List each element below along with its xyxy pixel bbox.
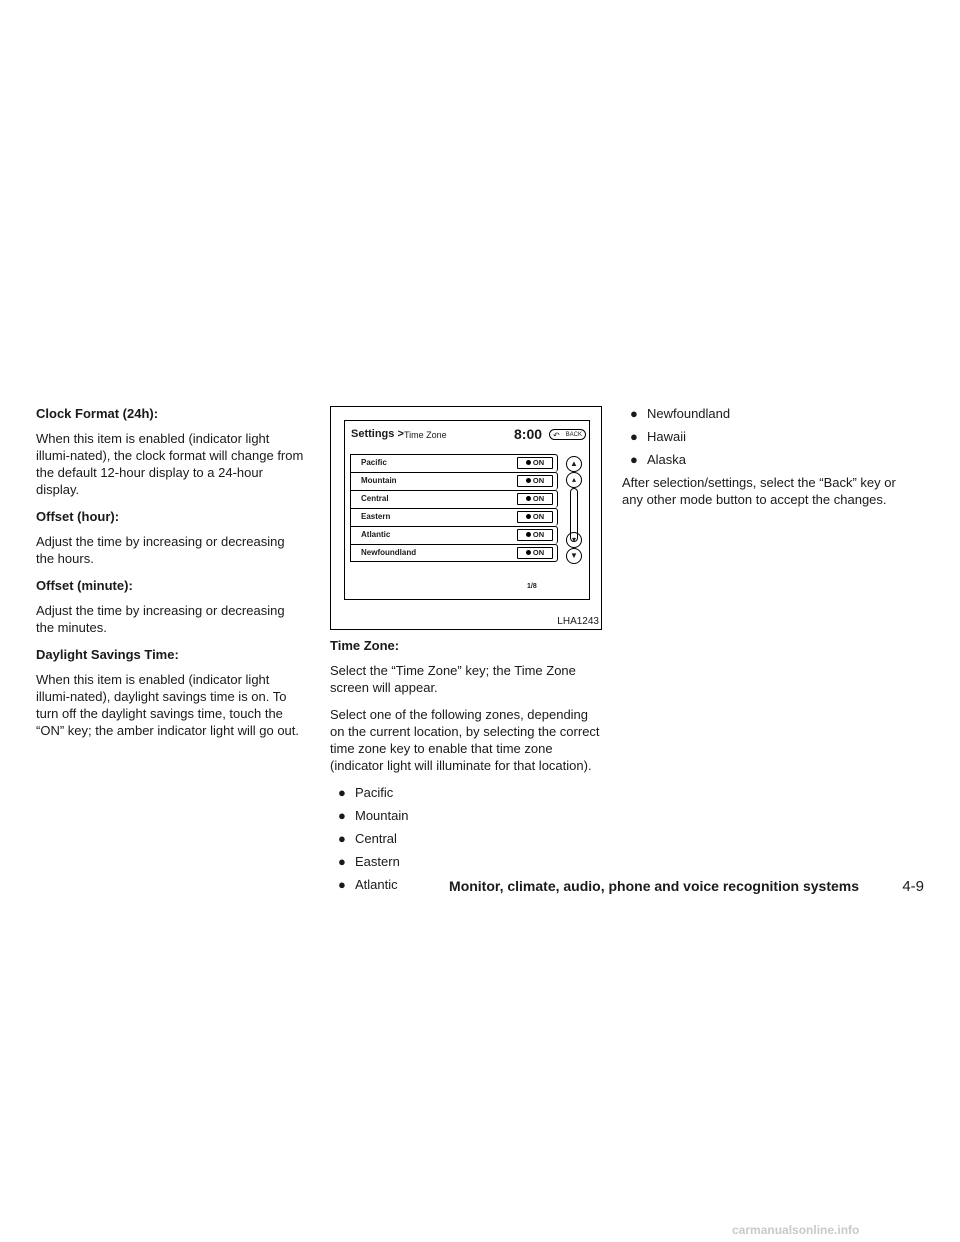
time-zone-row-eastern[interactable] — [350, 508, 558, 526]
screen-clock: 8:00 — [514, 426, 543, 442]
back-button-label: BACK — [565, 432, 582, 438]
indicator-light-icon — [526, 478, 531, 483]
bullet-icon: ● — [338, 785, 346, 800]
clock-format-text: When this item is enabled (indicator light illumi-nated), the clock format will change from the default 12-hour display to a 24-hour display. — [36, 431, 304, 497]
page-indicator: 1/8 — [527, 583, 537, 590]
bullet-icon: ● — [338, 831, 346, 846]
screen-zone-label: Time Zone — [404, 430, 447, 440]
time-zone-row-pacific[interactable] — [350, 454, 558, 472]
time-zone-row-atlantic[interactable] — [350, 526, 558, 544]
list-item-text: Alaska — [647, 452, 687, 467]
list-item — [338, 853, 602, 870]
page-up-icon[interactable]: ▲ — [566, 456, 582, 472]
on-key[interactable] — [517, 529, 553, 541]
list-item — [338, 807, 602, 824]
screen-settings-label: Settings > — [351, 428, 404, 440]
scroll-up-icon[interactable]: ▴ — [566, 472, 582, 488]
offset-hour-heading: Offset (hour): — [36, 509, 120, 524]
offset-minute-text: Adjust the time by increasing or decreasing the minutes. — [36, 603, 285, 635]
screen-header — [351, 425, 585, 445]
indicator-light-icon — [526, 514, 531, 519]
list-item-text: Newfoundland — [647, 406, 731, 421]
time-zone-screen-figure — [330, 406, 602, 630]
time-zone-label: Mountain — [361, 476, 397, 485]
on-key[interactable] — [517, 475, 553, 487]
on-key-label: ON — [532, 530, 545, 539]
left-column — [36, 405, 304, 749]
on-key[interactable] — [517, 511, 553, 523]
on-key-label: ON — [532, 548, 545, 557]
indicator-light-icon — [526, 460, 531, 465]
offset-minute-heading: Offset (minute): — [36, 578, 133, 593]
list-item-text: Hawaii — [647, 429, 687, 444]
on-key-label: ON — [532, 476, 545, 485]
on-key-label: ON — [532, 494, 545, 503]
list-item — [630, 451, 897, 468]
indicator-light-icon — [526, 550, 531, 555]
list-item — [630, 405, 897, 422]
list-item — [338, 830, 602, 847]
middle-column — [330, 637, 602, 899]
on-key-label: ON — [532, 512, 545, 521]
scroll-down-icon[interactable]: ▾ — [566, 532, 582, 548]
list-item-text: Atlantic — [355, 877, 398, 892]
list-item-text: Pacific — [355, 785, 394, 800]
time-zone-text-1: Select the “Time Zone” key; the Time Zone screen will appear. — [330, 663, 576, 695]
on-key-label: ON — [532, 458, 545, 467]
bullet-icon: ● — [630, 452, 638, 467]
page-down-icon[interactable]: ▼ — [566, 548, 582, 564]
after-selection-text: After selection/settings, select the “Back” key or any other mode button to accept the changes. — [622, 475, 896, 507]
section-title: Monitor, climate, audio, phone and voice recognition systems — [449, 878, 859, 894]
scrollbar[interactable] — [564, 454, 586, 566]
back-button[interactable] — [549, 429, 586, 440]
time-zone-label: Central — [361, 494, 389, 503]
dst-heading: Daylight Savings Time: — [36, 647, 179, 662]
bullet-icon: ● — [338, 877, 346, 892]
time-zone-row-newfoundland[interactable] — [350, 544, 558, 562]
time-zone-heading: Time Zone: — [330, 638, 400, 653]
offset-hour-text: Adjust the time by increasing or decreasing the hours. — [36, 534, 285, 566]
list-item — [338, 784, 602, 801]
display-screen — [344, 420, 590, 600]
page-number: 4-9 — [902, 878, 924, 895]
on-key[interactable] — [517, 457, 553, 469]
bullet-icon: ● — [630, 429, 638, 444]
right-column — [622, 405, 897, 518]
list-item — [630, 428, 897, 445]
indicator-light-icon — [526, 532, 531, 537]
list-item-text: Mountain — [355, 808, 409, 823]
time-zone-label: Newfoundland — [361, 548, 417, 557]
time-zone-label: Eastern — [361, 512, 391, 521]
list-item-text: Central — [355, 831, 397, 846]
figure-code: LHA1243 — [557, 616, 599, 627]
time-zone-row-mountain[interactable] — [350, 472, 558, 490]
list-item-text: Eastern — [355, 854, 400, 869]
time-zone-label: Atlantic — [361, 530, 391, 539]
dst-text: When this item is enabled (indicator light illumi-nated), daylight savings time is on. To turn off the daylight savings time, touch the “ON” key; the amber indicator light will go out. — [36, 672, 299, 738]
back-arrow-icon: ↶ — [553, 431, 560, 440]
bullet-icon: ● — [338, 808, 346, 823]
on-key[interactable] — [517, 493, 553, 505]
on-key[interactable] — [517, 547, 553, 559]
clock-format-heading: Clock Format (24h): — [36, 406, 159, 421]
time-zone-text-2: Select one of the following zones, depending on the current location, by selecting the correct time zone key to enable that time zone (indicator light will illuminate for that location). — [330, 707, 600, 773]
indicator-light-icon — [526, 496, 531, 501]
watermark: carmanualsonline.info — [732, 1223, 860, 1237]
bullet-icon: ● — [630, 406, 638, 421]
bullet-icon: ● — [338, 854, 346, 869]
time-zone-list — [350, 454, 558, 562]
time-zone-label: Pacific — [361, 458, 387, 467]
time-zone-row-central[interactable] — [350, 490, 558, 508]
